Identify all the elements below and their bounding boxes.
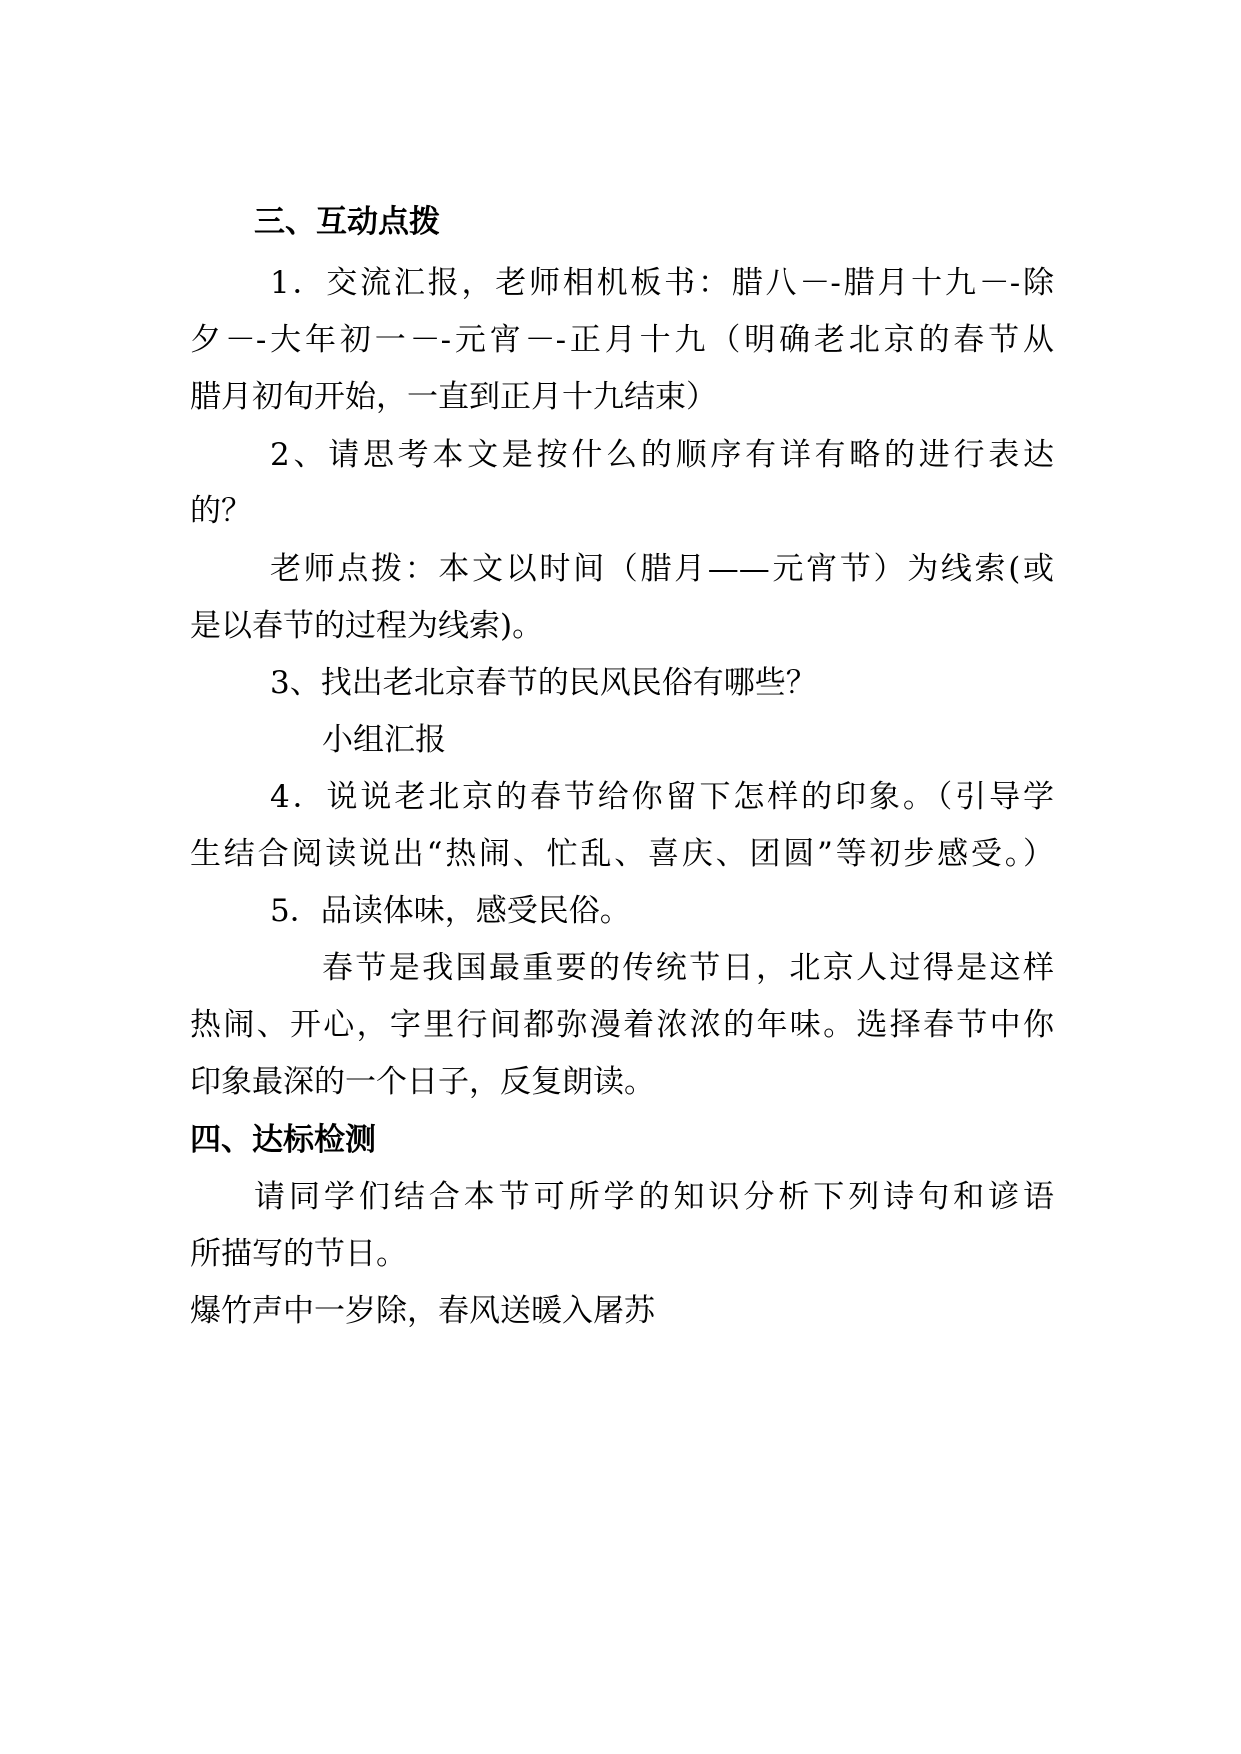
item-2-line-1: 2、请思考本文是按什么的顺序有详有略的进行表达 <box>270 437 1054 473</box>
intro-line-2: 所描写的节日。 <box>190 1236 407 1272</box>
item-2-line-2: 的？ <box>190 493 252 529</box>
poem-line: 爆竹声中一岁除，春风送暖入屠苏 <box>190 1293 655 1329</box>
section-four-heading: 四、达标检测 <box>190 1122 376 1158</box>
item-1-line-3: 腊月初旬开始，一直到正月十九结束） <box>190 379 717 415</box>
item-1-line-2: 夕－-大年初一－-元宵－-正月十九（明确老北京的春节从 <box>190 322 1054 358</box>
item-5-body-line-2: 热闹、开心，字里行间都弥漫着浓浓的年味。选择春节中你 <box>190 1007 1054 1043</box>
item-5-body-line-1: 春节是我国最重要的传统节日，北京人过得是这样 <box>322 950 1054 986</box>
item-5-line: 5．品读体味，感受民俗。 <box>270 893 631 929</box>
group-report-line: 小组汇报 <box>322 722 446 758</box>
item-3-line: 3、找出老北京春节的民风民俗有哪些？ <box>270 665 817 701</box>
item-5-body-line-3: 印象最深的一个日子，反复朗读。 <box>190 1064 655 1100</box>
teacher-note-line-1: 老师点拨：本文以时间（腊月——元宵节）为线索(或 <box>270 551 1054 587</box>
intro-line-1: 请同学们结合本节可所学的知识分析下列诗句和谚语 <box>254 1179 1054 1215</box>
teacher-note-line-2: 是以春节的过程为线索)。 <box>190 608 544 644</box>
section-three-heading: 三、互动点拨 <box>254 204 440 240</box>
item-4-line-1: 4．说说老北京的春节给你留下怎样的印象。（引导学 <box>270 779 1054 815</box>
item-4-line-2: 生结合阅读说出“热闹、忙乱、喜庆、团圆”等初步感受。） <box>190 836 1054 872</box>
item-1-line-1: 1．交流汇报，老师相机板书：腊八－-腊月十九－-除 <box>270 265 1054 301</box>
